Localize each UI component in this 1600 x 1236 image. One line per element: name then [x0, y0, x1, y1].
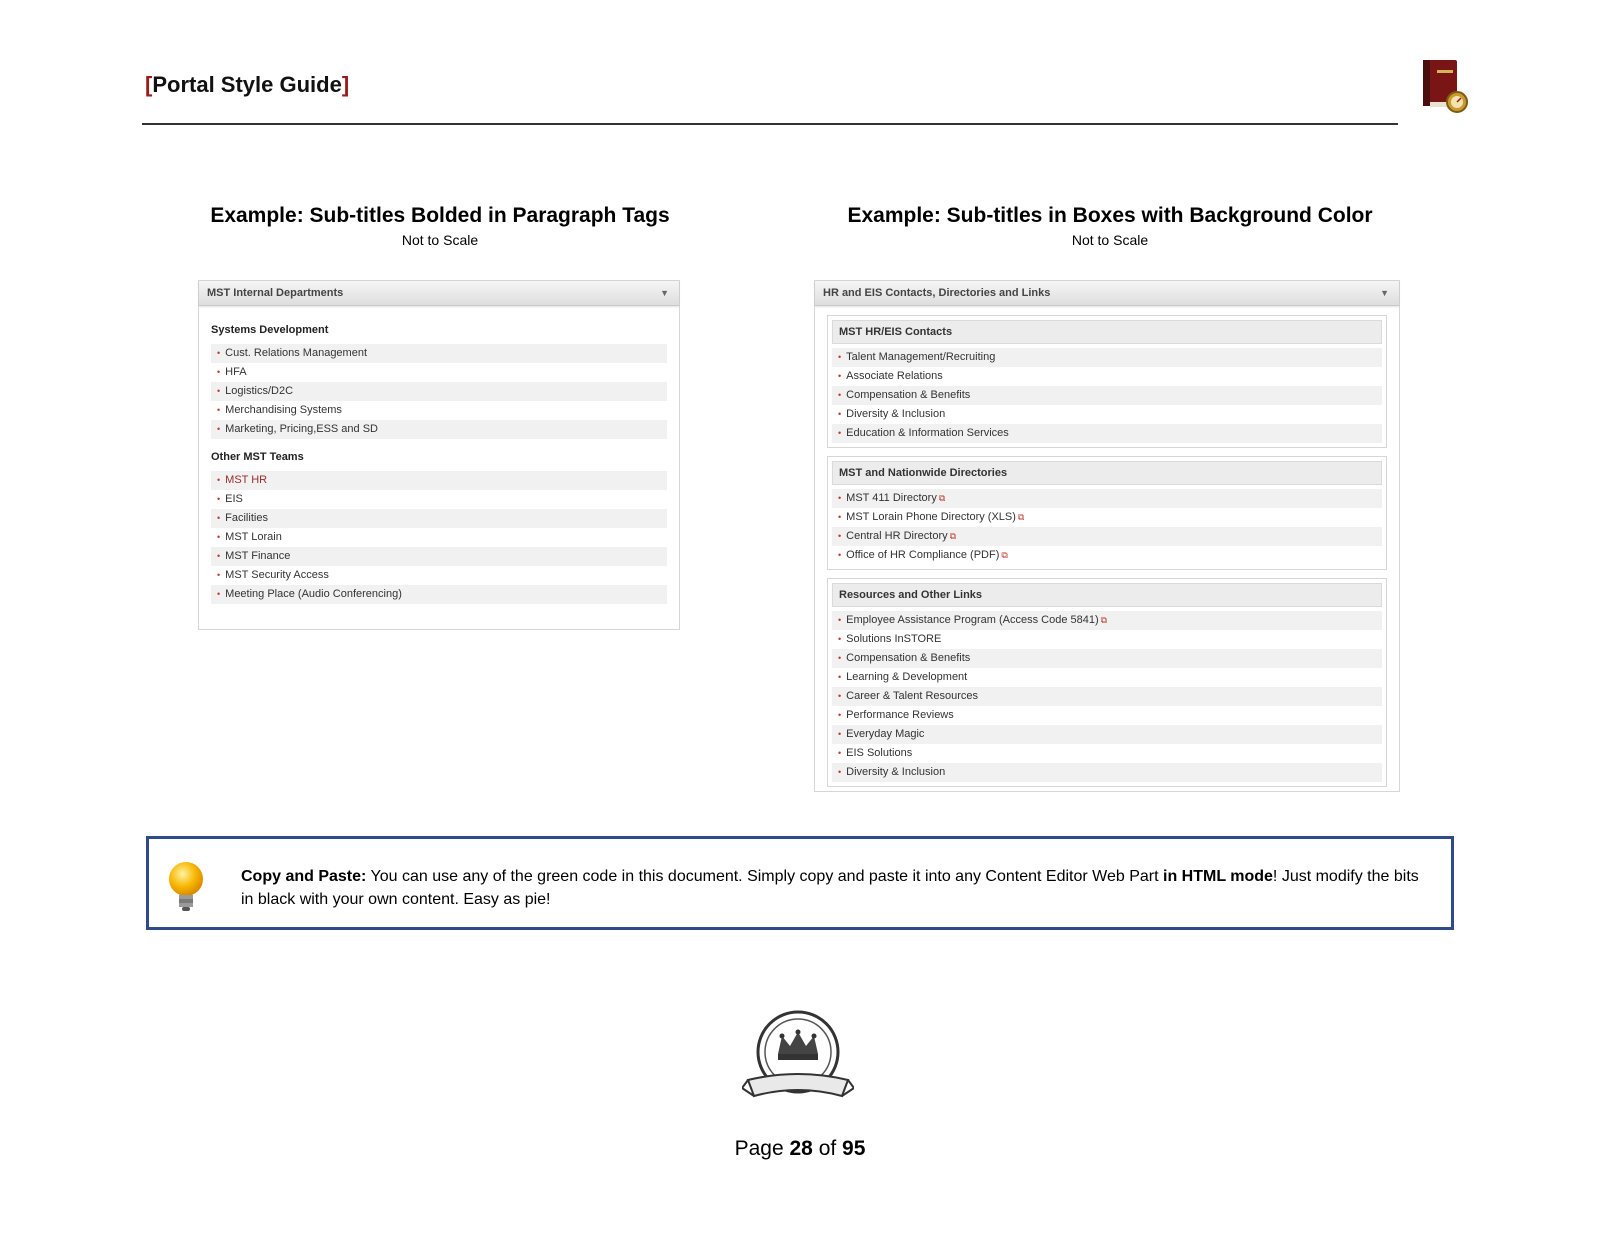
bullet-icon: •	[838, 371, 842, 381]
bullet-icon: •	[838, 493, 842, 503]
list-item[interactable]: • Employee Assistance Program (Access Code 5841) ⧉	[832, 611, 1382, 630]
crown-seal-icon	[742, 1006, 854, 1104]
document-title	[145, 72, 349, 98]
bullet-icon: •	[838, 729, 842, 739]
external-link-icon: ⧉	[1001, 550, 1008, 560]
bullet-icon: •	[838, 531, 842, 541]
link-list	[832, 611, 1382, 782]
section-label: Systems Development	[211, 324, 329, 336]
internal-departments-webpart	[198, 280, 680, 630]
book-compass-icon	[1415, 56, 1475, 116]
bullet-icon: •	[217, 475, 221, 485]
bullet-icon: •	[217, 532, 221, 542]
list-item[interactable]: • Meeting Place (Audio Conferencing)	[211, 585, 667, 604]
external-link-icon: ⧉	[949, 531, 957, 541]
list-item[interactable]: • Compensation & Benefits	[832, 386, 1382, 405]
list-item[interactable]: • MST HR	[211, 471, 667, 490]
title-bracket-open: [	[145, 72, 153, 97]
chevron-down-icon[interactable]: ▼	[660, 288, 669, 298]
webpart-title-bar[interactable]	[199, 281, 679, 306]
bullet-icon: •	[838, 691, 842, 701]
link-list	[211, 344, 667, 439]
list-item[interactable]: • MST 411 Directory ⧉	[832, 489, 1382, 508]
list-item[interactable]: • Logistics/D2C	[211, 382, 667, 401]
list-item[interactable]: • HFA	[217, 366, 247, 378]
of-word: of	[818, 1137, 837, 1160]
left-example-subheading: Not to Scale	[401, 232, 479, 248]
list-item[interactable]: • Diversity & Inclusion	[832, 763, 1382, 782]
list-item[interactable]: • MST Finance	[211, 547, 667, 566]
directories-box	[827, 456, 1387, 570]
left-example-heading: Example: Sub-titles Bolded in Paragraph Tags	[210, 204, 670, 227]
bullet-icon: •	[838, 550, 842, 560]
bullet-icon: •	[217, 386, 221, 396]
webpart-title: MST Internal Departments	[207, 287, 344, 299]
bullet-icon: •	[838, 352, 842, 362]
list-item[interactable]: • Talent Management/Recruiting	[832, 348, 1382, 367]
list-item[interactable]: • Everyday Magic	[832, 725, 1382, 744]
list-item[interactable]: • Marketing, Pricing,ESS and SD	[211, 420, 667, 439]
bullet-icon: •	[838, 767, 842, 777]
tip-lead: Copy and Paste:	[241, 868, 367, 885]
list-item[interactable]: • Solutions InSTORE	[838, 633, 942, 645]
tip-callout	[146, 836, 1454, 930]
hr-eis-contacts-webpart	[814, 280, 1400, 792]
box-heading: MST and Nationwide Directories	[832, 461, 1382, 485]
total-pages: 95	[842, 1137, 866, 1160]
bullet-icon: •	[217, 348, 221, 358]
list-item[interactable]: • Office of HR Compliance (PDF) ⧉	[832, 546, 1382, 565]
bullet-icon: •	[838, 653, 842, 663]
bullet-icon: •	[217, 513, 221, 523]
bullet-icon: •	[838, 428, 842, 438]
bullet-icon: •	[217, 424, 221, 434]
external-link-icon: ⧉	[938, 493, 946, 503]
lightbulb-icon	[167, 861, 205, 915]
header-divider	[142, 123, 1398, 125]
list-item[interactable]: • EIS Solutions	[838, 747, 913, 759]
title-bracket-close: ]	[341, 72, 350, 97]
bullet-icon: •	[217, 367, 221, 377]
link-list	[832, 489, 1382, 565]
list-item[interactable]: • Associate Relations	[838, 370, 943, 382]
tip-body-2: ! Just modify the bits in black with your own content. Easy as pie!	[241, 868, 1419, 908]
bullet-icon: •	[217, 551, 221, 561]
link-list	[211, 471, 667, 604]
box-heading: MST HR/EIS Contacts	[832, 320, 1382, 344]
bullet-icon: •	[838, 634, 842, 644]
current-page: 28	[789, 1137, 813, 1160]
list-item[interactable]: • Central HR Directory ⧉	[832, 527, 1382, 546]
list-item[interactable]: • Education & Information Services	[832, 424, 1382, 443]
list-item[interactable]: • Learning & Development	[838, 671, 968, 683]
box-heading: Resources and Other Links	[832, 583, 1382, 607]
list-item[interactable]: • Cust. Relations Management	[211, 344, 667, 363]
bullet-icon: •	[838, 710, 842, 720]
page-word: Page	[734, 1137, 784, 1160]
list-item[interactable]: • MST Security Access	[217, 569, 329, 581]
bullet-icon: •	[838, 672, 842, 682]
list-item[interactable]: • Compensation & Benefits	[832, 649, 1382, 668]
list-item[interactable]: • Merchandising Systems	[217, 404, 342, 416]
list-item[interactable]: • EIS	[217, 493, 243, 505]
resources-box	[827, 578, 1387, 787]
link-list	[832, 348, 1382, 443]
webpart-title-bar[interactable]	[815, 281, 1399, 306]
tip-body-1: You can use any of the green code in this document. Simply copy and paste it into any Content Editor Web Part	[366, 868, 1163, 885]
title-text: Portal Style Guide	[152, 72, 342, 97]
list-item[interactable]: • MST Lorain Phone Directory (XLS) ⧉	[832, 508, 1382, 527]
external-link-icon: ⧉	[1100, 615, 1108, 625]
list-item[interactable]: • Performance Reviews	[838, 709, 954, 721]
external-link-icon: ⧉	[1017, 512, 1025, 522]
bullet-icon: •	[838, 409, 842, 419]
tip-text	[241, 865, 1431, 911]
section-label: Other MST Teams	[211, 451, 304, 463]
bullet-icon: •	[217, 570, 221, 580]
tip-emphasis: in HTML mode	[1163, 868, 1273, 885]
contacts-box	[827, 315, 1387, 448]
list-item[interactable]: • Career & Talent Resources	[832, 687, 1382, 706]
bullet-icon: •	[838, 748, 842, 758]
bullet-icon: •	[217, 494, 221, 504]
webpart-title: HR and EIS Contacts, Directories and Links	[823, 287, 1051, 299]
bullet-icon: •	[217, 405, 221, 415]
bullet-icon: •	[838, 512, 842, 522]
list-item[interactable]: • Diversity & Inclusion	[838, 408, 946, 420]
list-item[interactable]: • Facilities	[211, 509, 667, 528]
right-example-subheading: Not to Scale	[1071, 232, 1149, 248]
bullet-icon: •	[838, 390, 842, 400]
bullet-icon: •	[838, 615, 842, 625]
page-number	[0, 1137, 1600, 1161]
right-example-heading: Example: Sub-titles in Boxes with Background Color	[847, 204, 1373, 227]
chevron-down-icon[interactable]: ▼	[1380, 288, 1389, 298]
list-item[interactable]: • MST Lorain	[217, 531, 282, 543]
bullet-icon: •	[217, 589, 221, 599]
